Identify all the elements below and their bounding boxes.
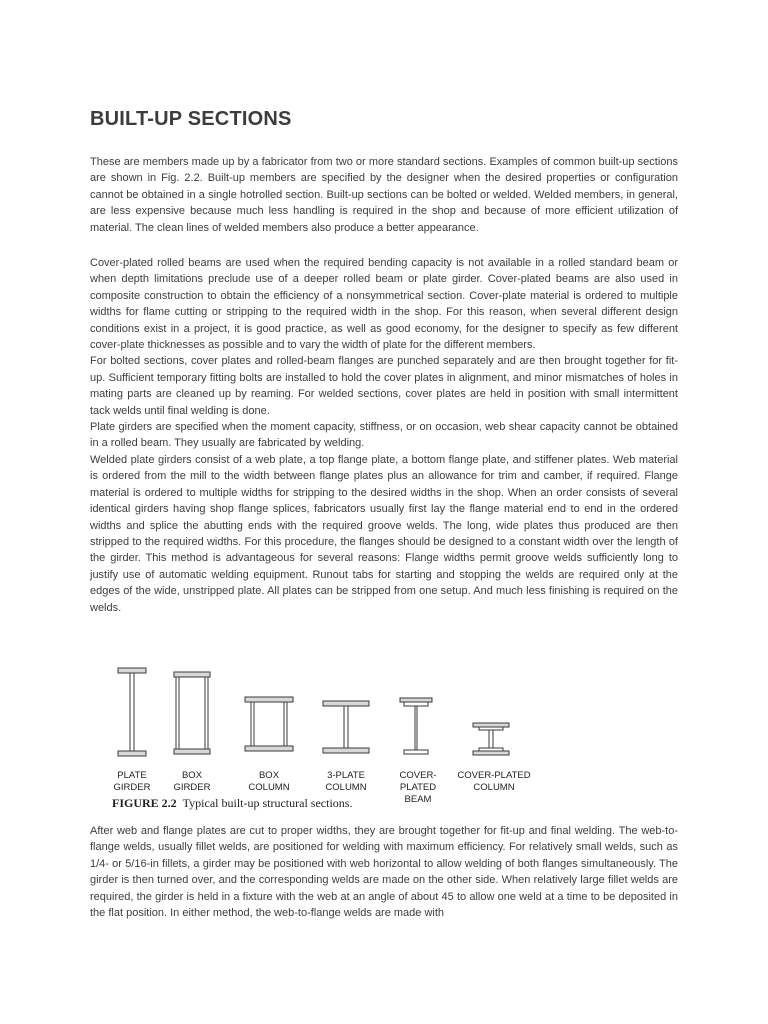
label-box-girder: BOX GIRDER — [173, 770, 211, 793]
figure-built-up-sections — [104, 660, 544, 820]
cover-plated-beam-shape — [400, 698, 432, 754]
section-title: BUILT-UP SECTIONS — [90, 108, 292, 130]
label-plate-girder: PLATE GIRDER — [113, 770, 151, 793]
caption-text: Typical built-up structural sections. — [182, 796, 353, 810]
three-plate-column-shape — [323, 701, 369, 753]
paragraph-fitup-welding: After web and flange plates are cut to proper widths, they are brought together for fit-up and final welding. The web-to-flange welds, usually fillet welds, are positioned for welding with maximum efficiency. For relatively small welds, such as 1/4- or 5/16-in fillets, a girder may be positioned with web horizontal to allow welding of both flanges simultaneously. The girder is then turned over, and the corresponding welds are made on the other side. When relatively large fillet welds are required, the girder is held in a fixture with the web at an angle of about 45 to allow one weld at a time to be deposited in the flat position. In either method, the web-to-flange welds are made with — [90, 825, 678, 920]
cover-plated-column-shape — [473, 723, 509, 755]
plate-girder-shape — [118, 668, 146, 756]
label-cover-plated-beam: COVER-PLATED BEAM — [399, 770, 437, 805]
figure-caption — [112, 796, 352, 811]
label-box-column: BOX COLUMN — [248, 770, 290, 793]
paragraph-intro: These are members made up by a fabricator from two or more standard sections. Examples of common built-up sections are shown in Fig. 2.2. Built-up members are specified by the designer when the desired properties or configuration cannot be obtained in a single hotrolled section. Built-up sections can be bolted or welded. Welded members, in general, are less expensive because much less handling is required in the shop and because of more efficient utilization of material. The clean lines of welded members also produce a better appearance. — [90, 156, 678, 234]
label-three-plate-column: 3-PLATE COLUMN — [325, 770, 367, 793]
box-column-shape — [245, 697, 293, 751]
caption-number: FIGURE 2.2 — [112, 796, 177, 810]
paragraph-cover-plated: Cover-plated rolled beams are used when the required bending capacity is not available in a rolled standard beam or when depth limitations preclude use of a deeper rolled beam or plate girder. Cover-plated beams are also used in composite construction to obtain the efficiency of a nonsymmetrical section. Cover-plate material is ordered to multiple widths for flame cutting or stripping to the required width in the shop. For this reason, when several different design conditions exist in a project, it is good practice, as well as good economy, for the designer to specify as few different cover-plate thicknesses as possible and to vary the width of plate for the different members. For bolted sections, cover plates and rolled-beam flanges are punched separately and are then brought together for fit-up. Sufficient temporary fitting bolts are installed to hold the cover plates in alignment, and minor mismatches of holes in mating parts are cleaned up by reaming. For welded sections, cover plates are held in position with small intermittent tack welds until final welding is done. Plate girders are specified when the moment capacity, stiffness, or on occasion, web shear capacity cannot be obtained in a rolled beam. They usually are fabricated by welding. Welded plate girders consist of a web plate, a top flange plate, a bottom flange plate, and stiffener plates. Web material is ordered from the mill to the width between flange plates plus an allowance for trim and camber, if required. Flange material is ordered to multiple widths for stripping to the desired widths in the shop. When an order consists of several identical girders having shop flange splices, fabricators usually first lay the flange material end to end in the ordered widths and splice the abutting ends with the required groove welds. The long, wide plates thus produced are then stripped to the required widths. For this procedure, the flanges should be designed to a constant width over the length of the girder. This method is advantageous for several reasons: Flange widths permit groove welds sufficiently long to justify use of automatic welding equipment. Runout tabs for starting and stopping the welds are required only at the edges of the wide, unstripped plate. All plates can be stripped from one setup. And much less finishing is required on the welds. — [90, 257, 678, 614]
label-cover-plated-column: COVER-PLATED COLUMN — [457, 770, 531, 793]
box-girder-shape — [174, 672, 210, 754]
sections-drawing — [104, 660, 544, 765]
